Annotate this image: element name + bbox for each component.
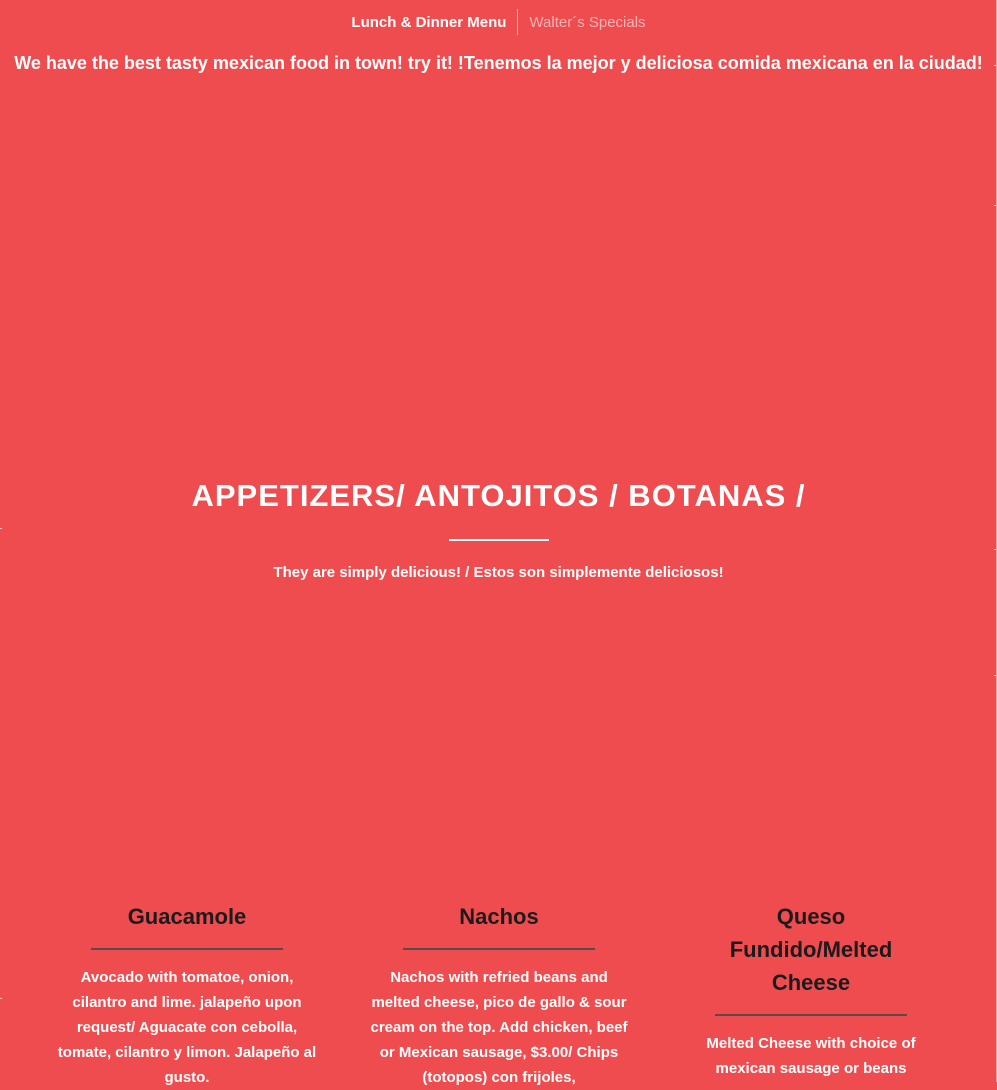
edge-speck — [994, 675, 996, 676]
menu-item-title: Queso Fundido/Melted Cheese — [729, 904, 893, 995]
menu-item-description: Avocado with tomatoe, onion, cilantro and lime. jalapeño upon request/ Aguacate con cebolla, tomate, cilantro y limon. Jalapeño al gusto. — [57, 969, 317, 1086]
tagline: We have the best tasty mexican food in town! try it! !Tenemos la mejor y deliciosa comida mexicana en la ciudad! — [14, 53, 983, 73]
menu-item-description: Melted Cheese with choice of mexican sausage or beans — [706, 1035, 916, 1077]
menu-item-title: Nachos — [459, 904, 539, 929]
edge-speck — [994, 549, 996, 550]
tab-walters-specials[interactable]: Walter´s Specials — [529, 13, 646, 31]
menu-tabs — [0, 9, 997, 35]
edge-speck — [994, 205, 996, 206]
edge-speck — [0, 528, 2, 529]
menu-item-divider — [403, 948, 595, 950]
menu-item-divider — [715, 1014, 907, 1016]
edge-speck — [994, 65, 996, 66]
section-divider — [449, 539, 549, 541]
edge-speck — [0, 998, 2, 999]
menu-item-title: Guacamole — [127, 904, 247, 929]
section-title: APPETIZERS/ ANTOJITOS / BOTANAS / — [191, 478, 806, 513]
section-subtitle: They are simply delicious! / Estos son simplemente deliciosos! — [273, 564, 724, 581]
menu-item-queso-fundido — [676, 900, 946, 1081]
menu-item-guacamole — [52, 900, 322, 1090]
tab-lunch-dinner-menu[interactable]: Lunch & Dinner Menu — [351, 13, 507, 31]
menu-item-divider — [91, 948, 283, 950]
menu-item-description: Nachos with refried beans and melted cheese, pico de gallo & sour cream on the top. Add chicken, beef or Mexican sausage, $3.00/ Chips (totopos) con frijoles, — [370, 969, 628, 1086]
menu-item-nachos — [364, 900, 634, 1090]
